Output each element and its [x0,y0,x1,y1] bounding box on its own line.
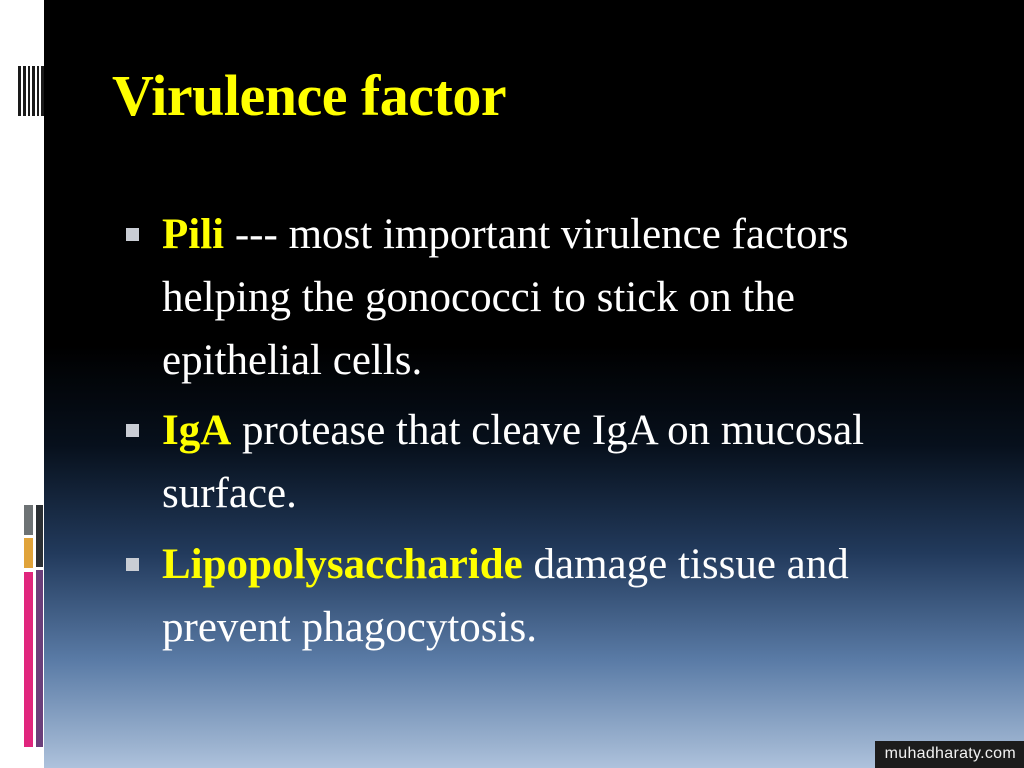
list-item-text [162,204,942,392]
color-chip-gold [24,538,33,568]
list-item-text [162,400,942,526]
list-item [112,534,942,660]
list-item-text [162,534,942,660]
list-item [112,400,942,526]
barcode-decoration-icon [18,66,46,116]
watermark-label: muhadharaty.com [875,741,1024,768]
bullet-square-icon [126,228,139,241]
list-item-keyword: Pili [162,211,225,258]
color-chip-grey [24,505,33,535]
list-item-keyword: Lipopolysaccharide [162,540,523,588]
slide-title: Virulence factor [112,63,507,128]
list-item-body: damage tissue and prevent phagocytosis. [162,540,849,651]
list-item-keyword: IgA [162,407,232,455]
bullet-square-icon [126,424,139,437]
list-item-body: --- most important virulence factors helping the gonococci to stick on the epithelial cells. [162,211,849,384]
bullet-square-icon [126,558,139,571]
list-item-body: protease that cleave IgA on mucosal surface. [162,407,865,518]
color-chip-purple [36,570,43,747]
color-chip-dark [36,505,43,567]
list-item [112,204,942,392]
color-chip-pink [24,572,33,747]
bullet-list [112,204,942,667]
